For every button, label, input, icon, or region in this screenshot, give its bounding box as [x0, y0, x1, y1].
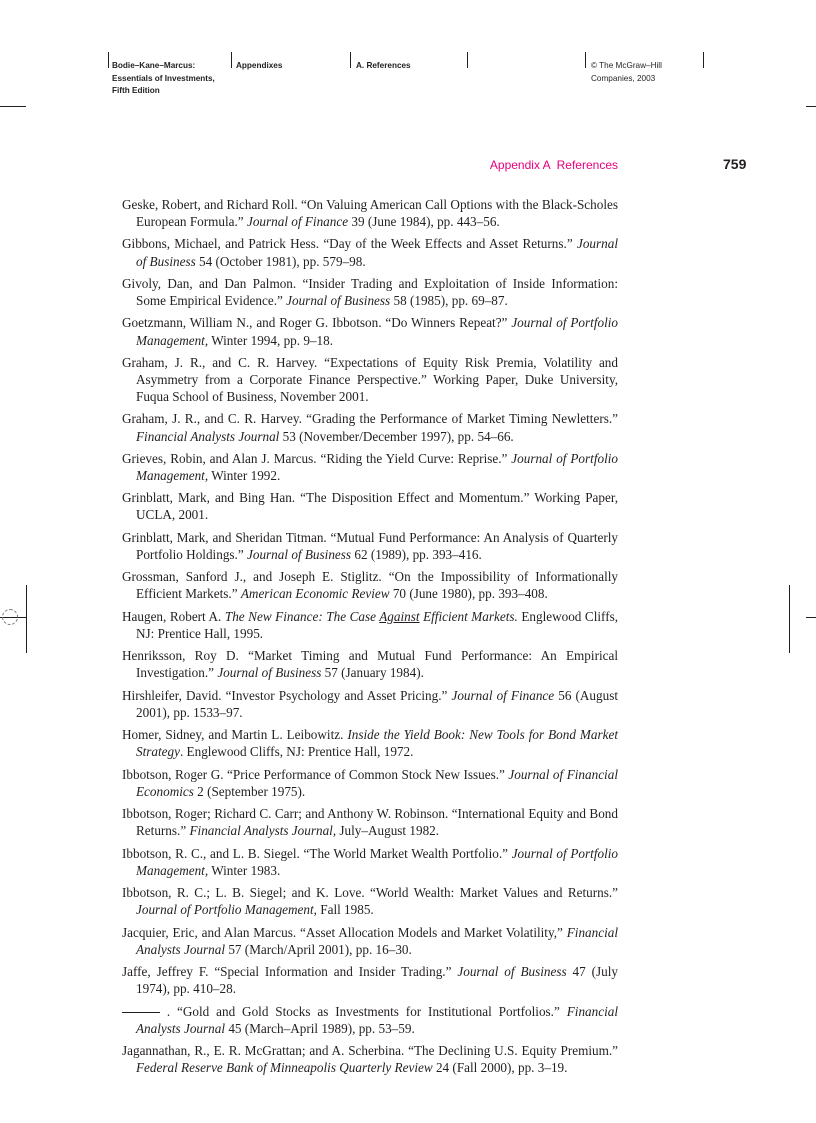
copyright-line: © The McGraw–Hill [591, 61, 662, 70]
reference-title: Financial Analysts Journal [189, 823, 333, 839]
reference-title [379, 609, 419, 624]
reference-text: Hirshleifer, David. “Investor Psychology and Asset Pricing.” [122, 687, 452, 703]
reference-title: Journal of Business [457, 964, 567, 980]
book-authors: Bodie–Kane–Marcus: [112, 61, 196, 70]
header-divider [350, 52, 351, 68]
reference-text: . Englewood Cliffs, NJ: Prentice Hall, 1972. [179, 744, 414, 760]
reference-entry [122, 687, 618, 721]
reference-entry [122, 410, 618, 444]
reference-entry [122, 489, 618, 523]
reference-title: American Economic Review [240, 586, 390, 602]
reference-text: Grieves, Robin, and Alan J. Marcus. “Riding the Yield Curve: Reprise.” [122, 450, 512, 466]
reference-entry [122, 924, 618, 958]
reference-text: Graham, J. R., and C. R. Harvey. “Grading the Performance of Market Timing Newletters.” [122, 411, 618, 427]
reference-entry [122, 647, 618, 681]
reference-title: Financial Analysts Journal [136, 428, 280, 444]
publisher-notice [591, 60, 662, 85]
reference-entry [122, 1042, 618, 1076]
reference-text: Gibbons, Michael, and Patrick Hess. “Day of the Week Effects and Asset Returns.” [122, 236, 577, 252]
reference-text: Grossman, Sanford J., and Joseph E. Stiglitz. “On the Impossibility of Informationally Efficient Markets.” [122, 569, 618, 602]
header-divider [703, 52, 704, 68]
reference-text: 53 (November/December 1997), pp. 54–66. [279, 428, 514, 444]
reference-text: Grinblatt, Mark, and Sheridan Titman. “Mutual Fund Performance: An Analysis of Quarterly Portfolio Holdings.” [122, 529, 618, 562]
running-header [0, 52, 816, 106]
reference-text: Ibbotson, R. C., and L. B. Siegel. “The World Market Wealth Portfolio.” [122, 845, 512, 861]
reference-text: Grinblatt, Mark, and Bing Han. “The Disposition Effect and Momentum.” Working Paper, UCLA, 2001. [122, 490, 618, 523]
reference-text: Ibbotson, R. C.; L. B. Siegel; and K. Love. “World Wealth: Market Values and Returns.” [122, 885, 618, 901]
header-divider [467, 52, 468, 68]
reference-entry [122, 963, 618, 997]
reference-text: 62 (1989), pp. 393–416. [351, 546, 482, 562]
reference-title: Journal of Business [136, 236, 618, 269]
reference-entry [122, 354, 618, 405]
appendix-title: References [556, 158, 618, 172]
reference-text: Homer, Sidney, and Martin L. Leibowitz. [122, 727, 348, 743]
reference-text: Jaffe, Jeffrey F. “Special Information and Insider Trading.” [122, 964, 458, 980]
reference-text: Jagannathan, R., E. R. McGrattan; and A. Scherbina. “The Declining U.S. Equity Premium.” [122, 1043, 618, 1059]
reference-text: Winter 1983. [208, 862, 281, 878]
crop-mark [789, 585, 790, 653]
part-label: Appendixes [236, 61, 283, 70]
reference-title: Inside the Yield Book: New Tools for Bond Market Strategy [136, 727, 618, 760]
reference-entry [122, 726, 618, 760]
reference-entry [122, 196, 618, 230]
reference-text: . “Gold and Gold Stocks as Investments for Institutional Portfolios.” [160, 1003, 567, 1019]
reference-text: Ibbotson, Roger G. “Price Performance of Common Stock New Issues.” [122, 766, 509, 782]
book-name: Essentials of Investments, [112, 73, 215, 83]
reference-text: 57 (March/April 2001), pp. 16–30. [225, 941, 412, 957]
reference-entry [122, 450, 618, 484]
trim-mark [0, 106, 26, 107]
reference-text: 70 (June 1980), pp. 393–408. [389, 586, 548, 602]
reference-text: 54 (October 1981), pp. 579–98. [195, 253, 366, 269]
book-title [112, 60, 215, 98]
reference-entry [122, 275, 618, 309]
reference-text: 39 (June 1984), pp. 443–56. [348, 214, 500, 230]
reference-title: Financial Analysts Journal [136, 1003, 618, 1036]
reference-text: Henriksson, Roy D. “Market Timing and Mutual Fund Performance: An Empirical Investigation.” [122, 648, 618, 681]
book-edition: Fifth Edition [112, 86, 160, 95]
reference-text: 24 (Fall 2000), pp. 3–19. [432, 1060, 568, 1076]
reference-text: 57 (January 1984). [321, 665, 424, 681]
reference-text: Haugen, Robert A. [122, 608, 225, 624]
reference-text: 45 (March–April 1989), pp. 53–59. [225, 1020, 415, 1036]
reference-entry [122, 529, 618, 563]
reference-text: Givoly, Dan, and Dan Palmon. “Insider Trading and Exploitation of Inside Information: Some Empirical Evidence.” [122, 275, 618, 309]
header-divider [585, 52, 586, 68]
reference-title: Journal of Business [286, 293, 391, 309]
copyright-year: Companies, 2003 [591, 73, 656, 83]
trim-mark [806, 617, 816, 618]
reference-entry [122, 608, 618, 642]
header-divider [231, 52, 232, 68]
registration-mark-icon [2, 609, 18, 625]
reference-text: Ibbotson, Roger; Richard C. Carr; and Anthony W. Robinson. “International Equity and Bond Returns.” [122, 806, 618, 839]
reference-list [122, 196, 618, 1082]
reference-text: 47 (July 1974), pp. 410–28. [136, 964, 618, 997]
reference-title: Journal of Portfolio Management, [136, 845, 619, 878]
trim-mark [806, 106, 816, 107]
reference-text: , Fall 1985. [313, 902, 374, 918]
reference-text: 56 (August 2001), pp. 1533–97. [136, 687, 619, 720]
reference-text: 58 (1985), pp. 69–87. [390, 293, 508, 309]
reference-text: Englewood Cliffs, NJ: Prentice Hall, 1995. [136, 608, 619, 641]
reference-title: Journal of Business [217, 665, 322, 681]
reference-entry [122, 314, 618, 348]
reference-title: Journal of Portfolio Management, [136, 450, 618, 483]
reference-entry [122, 884, 618, 918]
reference-title: Journal of Portfolio Management [136, 315, 619, 348]
emphasis-underline: Against [379, 608, 420, 624]
reference-title: Efficient Markets. [419, 608, 518, 624]
running-title [490, 158, 618, 172]
reference-title: Journal of Financial Economics [136, 766, 618, 799]
appendix-label: Appendix A [489, 158, 551, 172]
page-number: 759 [723, 156, 747, 172]
reference-text: Winter 1992. [208, 468, 281, 483]
reference-title: The New Finance: The Case [224, 608, 380, 624]
reference-entry [122, 1003, 618, 1037]
reference-entry [122, 568, 618, 602]
reference-entry [122, 845, 618, 879]
reference-text: Jacquier, Eric, and Alan Marcus. “Asset Allocation Models and Market Volatility,” [122, 924, 567, 940]
reference-text: Goetzmann, William N., and Roger G. Ibbotson. “Do Winners Repeat?” [122, 315, 512, 331]
same-author-dash [122, 1012, 160, 1013]
header-divider [108, 52, 109, 68]
reference-entry [122, 766, 618, 800]
reference-title: Journal of Business [247, 546, 352, 562]
reference-title: Journal of Portfolio Management [136, 902, 314, 918]
reference-title: Journal of Finance [246, 214, 349, 230]
reference-text: , Winter 1994, pp. 9–18. [204, 332, 334, 348]
reference-title: Journal of Finance [451, 687, 555, 703]
reference-entry [122, 235, 618, 269]
reference-text: Graham, J. R., and C. R. Harvey. “Expectations of Equity Risk Premia, Volatility and Asymmetry from a Corporate Finance Perspective.” Working Paper, Duke University, Fuqua School of Business, November 2001. [122, 354, 618, 405]
reference-text: Geske, Robert, and Richard Roll. “On Valuing American Call Options with the Black-Scholes European Formula.” [122, 197, 618, 230]
crop-mark [26, 585, 27, 653]
reference-title: Financial Analysts Journal [136, 924, 618, 957]
reference-title: Federal Reserve Bank of Minneapolis Quarterly Review [136, 1060, 433, 1076]
reference-entry [122, 805, 618, 839]
reference-text: , July–August 1982. [332, 823, 440, 839]
reference-text: 2 (September 1975). [193, 783, 306, 799]
section-label: A. References [356, 61, 411, 70]
